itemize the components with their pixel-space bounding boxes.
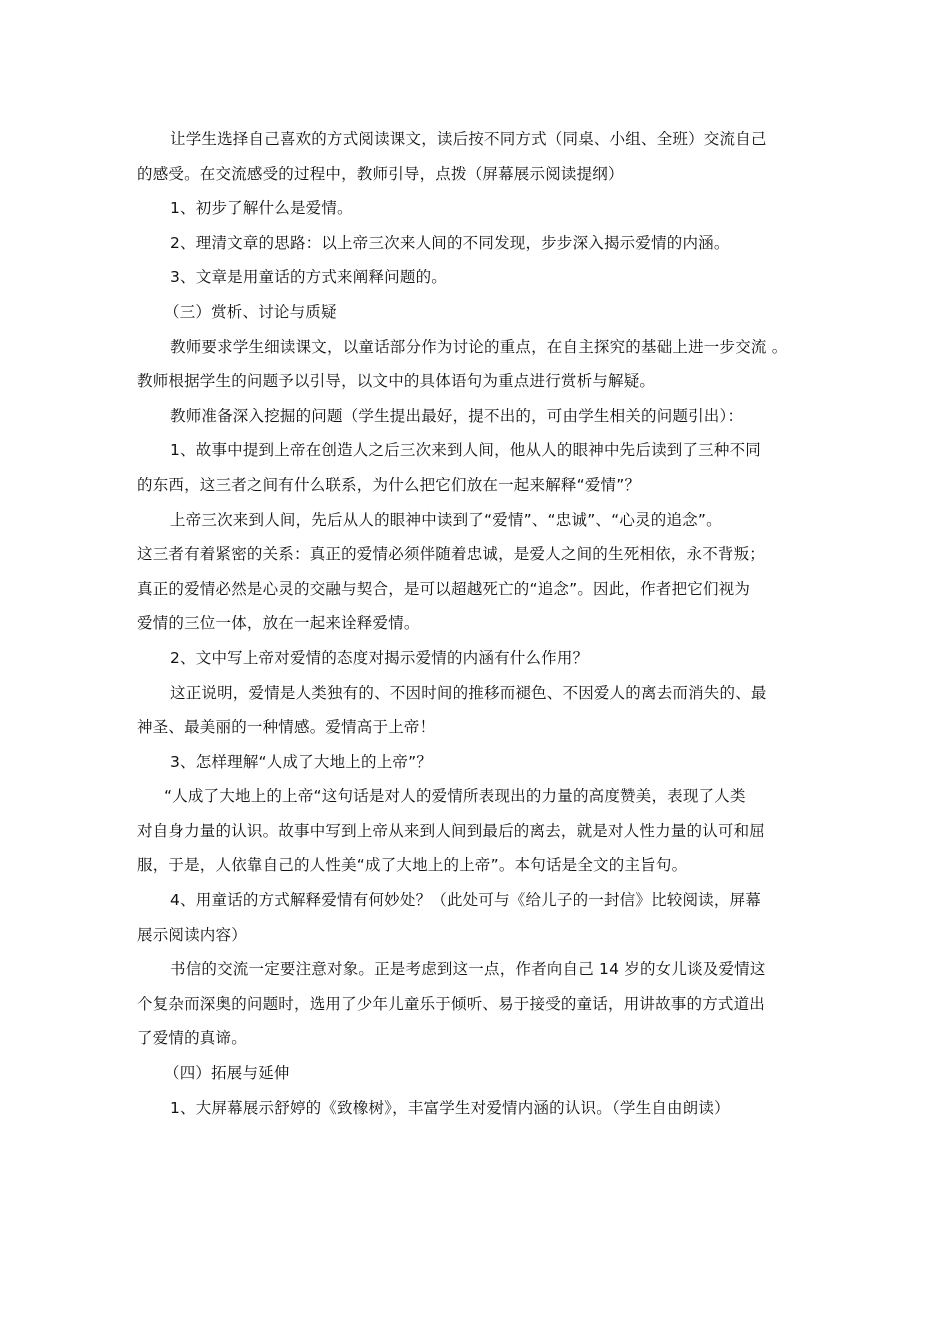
text-line: 的感受。在交流感受的过程中，教师引导，点拨（屏幕展示阅读提纲） xyxy=(137,164,624,183)
document-body xyxy=(137,122,817,1125)
text-line: “人成了大地上的上帝“这句话是对人的爱情所表现出的力量的高度赞美，表现了人类 xyxy=(164,787,746,806)
text-line: 4、用童话的方式解释爱情有何妙处？（此处可与《给儿子的一封信》比较阅读，屏幕 xyxy=(170,891,761,910)
text-line: 服，于是，人依靠自己的人性美“成了大地上的上帝”。本句话是全文的主旨句。 xyxy=(137,856,688,875)
text-line: 教师根据学生的问题予以引导，以文中的具体语句为重点进行赏析与解疑。 xyxy=(137,372,656,391)
text-line: 展示阅读内容） xyxy=(137,925,247,944)
text-line: 了爱情的真谛。 xyxy=(137,1029,247,1048)
text-line: 的东西，这三者之间有什么联系，为什么把它们放在一起来解释“爱情”？ xyxy=(137,475,641,494)
text-line: 个复杂而深奥的问题时，选用了少年儿童乐于倾听、易于接受的童话，用讲故事的方式道出 xyxy=(137,994,766,1013)
text-line: 3、怎样理解“人成了大地上的上帝”？ xyxy=(170,752,433,771)
text-line: 1、故事中提到上帝在创造人之后三次来到人间，他从人的眼神中先后读到了三种不同 xyxy=(170,441,761,460)
text-line: 让学生选择自己喜欢的方式阅读课文，读后按不同方式（同桌、小组、全班）交流自己 xyxy=(170,130,767,148)
text-line: 爱情的三位一体，放在一起来诠释爱情。 xyxy=(137,614,420,633)
text-line: 真正的爱情必然是心灵的交融与契合，是可以超越死亡的“追念”。因此，作者把它们视为 xyxy=(137,579,751,598)
text-line: 教师准备深入挖掘的问题（学生提出最好，提不出的，可由学生相关的问题引出）： xyxy=(170,406,744,425)
text-line: 教师要求学生细读课文，以童话部分作为讨论的重点，在自主探究的基础上进一步交流 。 xyxy=(170,337,788,356)
text-line: 1、大屏幕展示舒婷的《致橡树》，丰富学生对爱情内涵的认识。（学生自由朗读） xyxy=(170,1098,730,1117)
text-line: 1、初步了解什么是爱情。 xyxy=(170,199,353,218)
text-line: 2、理清文章的思路：以上帝三次来人间的不同发现，步步深入揭示爱情的内涵。 xyxy=(170,233,730,252)
text-line: 上帝三次来到人间，先后从人的眼神中读到了“爱情”、“忠诚”、“心灵的追念”。 xyxy=(170,510,722,529)
text-line: 3、文章是用童话的方式来阐释问题的。 xyxy=(170,268,447,287)
text-line: 书信的交流一定要注意对象。正是考虑到这一点，作者向自己 14 岁的女儿谈及爱情这 xyxy=(170,960,766,979)
text-line: 这三者有着紧密的关系：真正的爱情必须伴随着忠诚，是爱人之间的生死相依，永不背叛； xyxy=(137,545,766,564)
text-line: 2、文中写上帝对爱情的态度对揭示爱情的内涵有什么作用？ xyxy=(170,648,589,667)
section-heading: （三）赏析、讨论与质疑 xyxy=(164,302,337,321)
text-line: 对自身力量的认识。故事中写到上帝从来到人间到最后的离去，就是对人性力量的认可和屈 xyxy=(137,821,766,840)
text-line: 神圣、最美丽的一种情感。爱情高于上帝！ xyxy=(137,718,436,737)
text-line: 这正说明，爱情是人类独有的、不因时间的推移而褪色、不因爱人的离去而消失的、最 xyxy=(170,683,767,702)
section-heading: （四）拓展与延伸 xyxy=(164,1064,290,1083)
